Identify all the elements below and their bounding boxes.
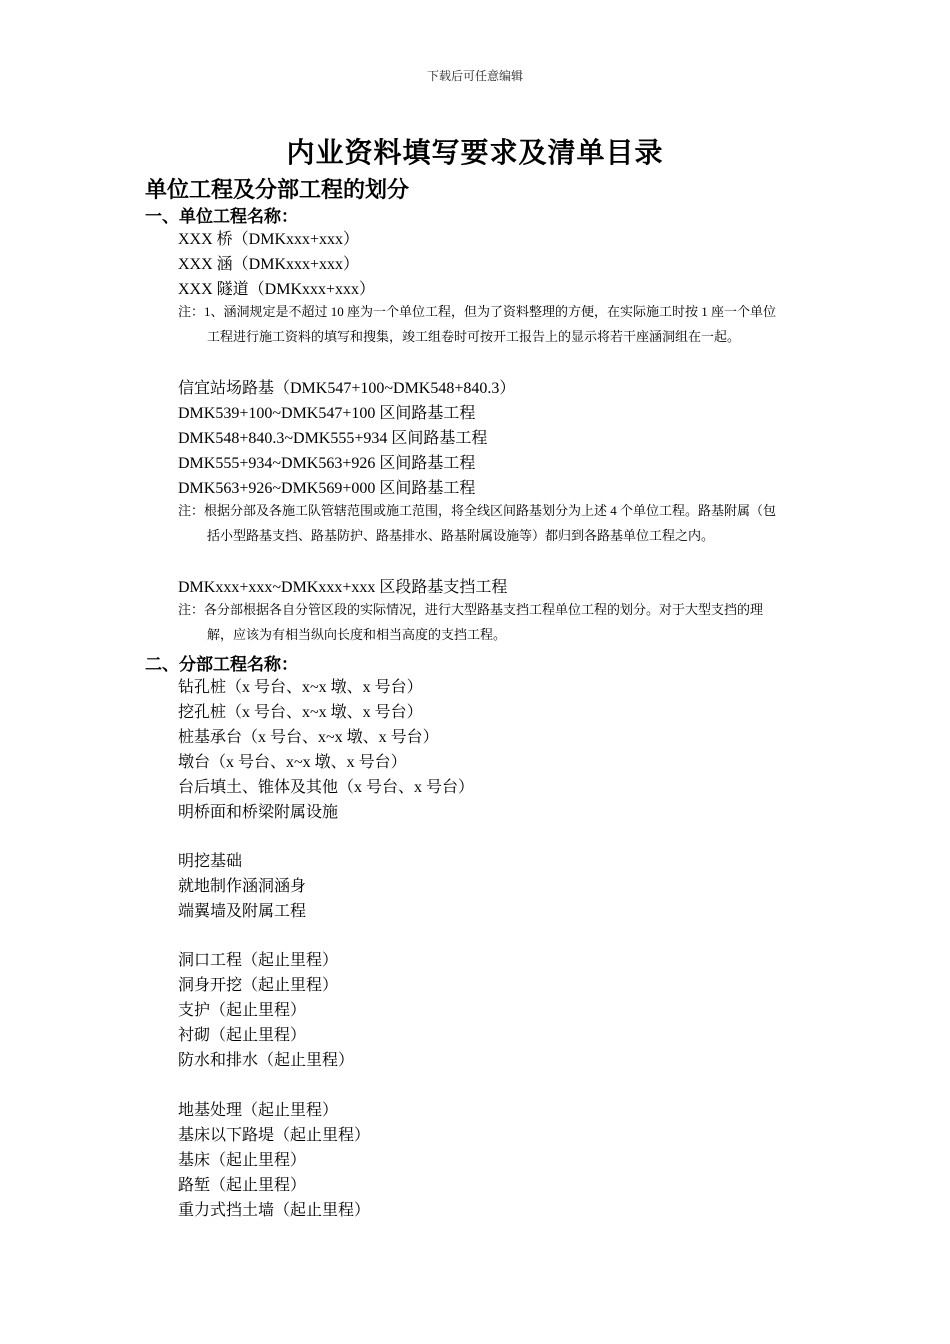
list-item: 基床以下路堤（起止里程）: [178, 1127, 371, 1144]
list-item: 挖孔桩（x 号台、x~x 墩、x 号台）: [178, 704, 423, 721]
document-title: 内业资料填写要求及清单目录: [286, 136, 664, 169]
list-item: 防水和排水（起止里程）: [178, 1052, 355, 1069]
note-culvert: 注：1、涵洞规定是不超过 10 座为一个单位工程，但为了资料整理的方便，在实际施工时按 1 座一个单位工程进行施工资料的填写和搜集，竣工组卷时可按开工报告上的显示将若干座涵洞组在一起。: [178, 304, 777, 344]
list-item: 洞口工程（起止里程）: [178, 952, 339, 969]
list-item: 支护（起止里程）: [178, 1002, 307, 1019]
list-item: XXX 涵（DMKxxx+xxx）: [178, 256, 360, 273]
list-item: XXX 桥（DMKxxx+xxx）: [178, 231, 360, 248]
list-item: DMK548+840.3~DMK555+934 区间路基工程: [178, 430, 488, 447]
note-subgrade: 注：根据分部及各施工队管辖范围或施工范围，将全线区间路基划分为上述 4 个单位工程。路基附属（包括小型路基支挡、路基防护、路基排水、路基附属设施等）都归到各路基单位工程之内。: [178, 503, 777, 543]
list-item: 就地制作涵洞涵身: [178, 878, 307, 895]
list-item: 路堑（起止里程）: [178, 1177, 307, 1194]
list-item: 信宜站场路基（DMK547+100~DMK548+840.3）: [178, 380, 516, 397]
list-item: 地基处理（起止里程）: [178, 1102, 339, 1119]
list-item: 台后填土、锥体及其他（x 号台、x 号台）: [178, 779, 475, 796]
list-item: XXX 隧道（DMKxxx+xxx）: [178, 281, 376, 298]
list-item: DMKxxx+xxx~DMKxxx+xxx 区段路基支挡工程: [178, 579, 508, 596]
list-item: 衬砌（起止里程）: [178, 1027, 307, 1044]
list-item: 桩基承台（x 号台、x~x 墩、x 号台）: [178, 729, 439, 746]
unit-project-heading: 一、单位工程名称：: [145, 207, 298, 227]
list-item: 墩台（x 号台、x~x 墩、x 号台）: [178, 754, 407, 771]
list-item: 钻孔桩（x 号台、x~x 墩、x 号台）: [178, 679, 423, 696]
list-item: 洞身开挖（起止里程）: [178, 977, 339, 994]
page-header: 下载后可任意编辑: [426, 69, 523, 83]
list-item: 明挖基础: [178, 853, 243, 870]
list-item: 重力式挡土墙（起止里程）: [178, 1202, 371, 1219]
list-item: DMK539+100~DMK547+100 区间路基工程: [178, 405, 476, 422]
list-item: 端翼墙及附属工程: [178, 903, 307, 920]
section-title: 单位工程及分部工程的划分: [145, 178, 410, 203]
list-item: DMK555+934~DMK563+926 区间路基工程: [178, 455, 476, 472]
list-item: DMK563+926~DMK569+000 区间路基工程: [178, 480, 476, 497]
list-item: 基床（起止里程）: [178, 1152, 307, 1169]
list-item: 明桥面和桥梁附属设施: [178, 804, 339, 821]
sub-project-heading: 二、分部工程名称：: [145, 655, 298, 675]
note-retaining: 注：各分部根据各自分管区段的实际情况，进行大型路基支挡工程单位工程的划分。对于大型支挡的理解，应该为有相当纵向长度和相当高度的支挡工程。: [178, 602, 764, 642]
